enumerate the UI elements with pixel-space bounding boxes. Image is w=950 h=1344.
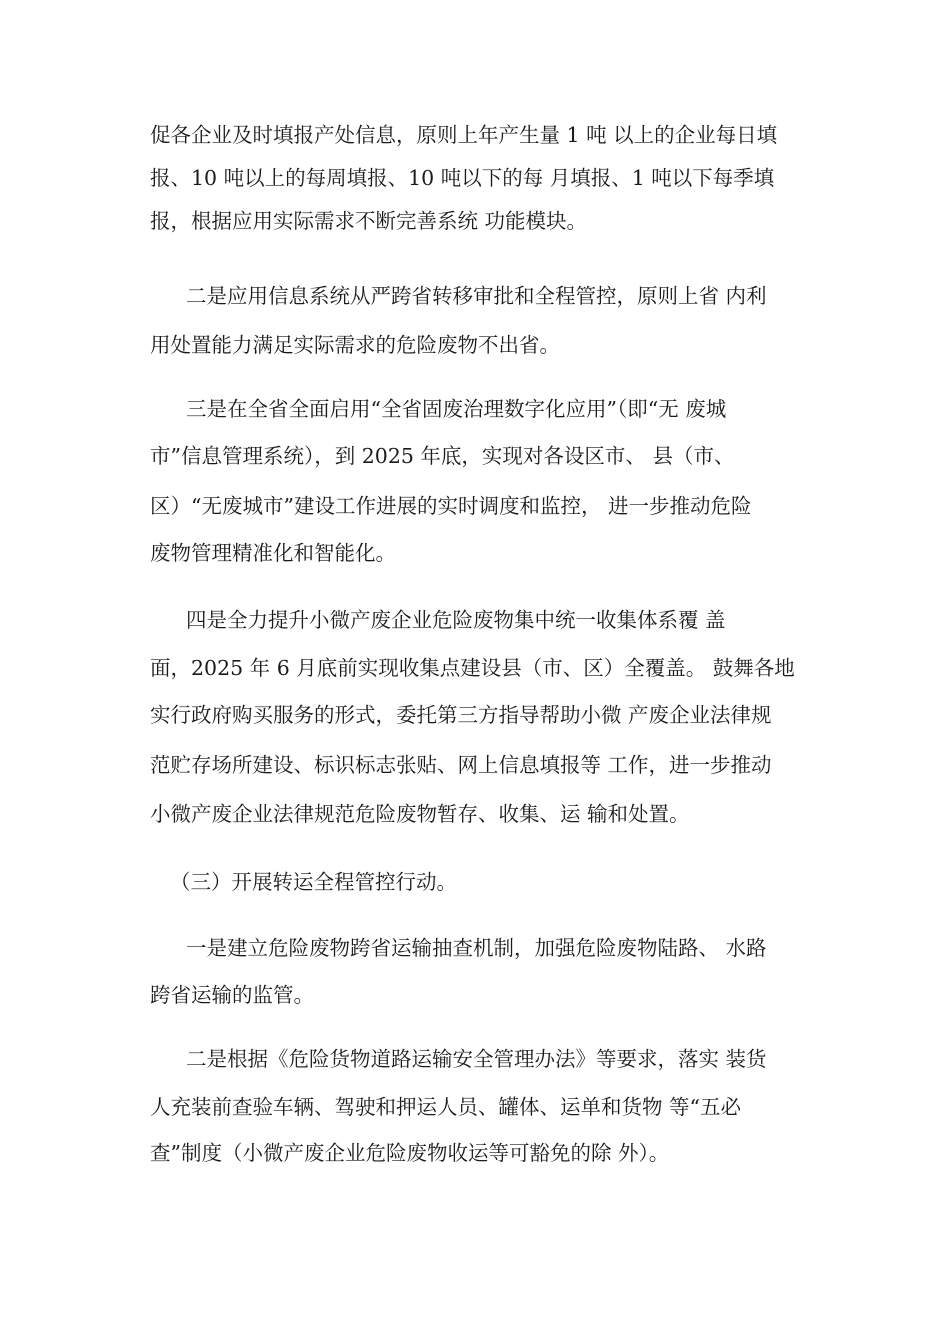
paragraph-line: 促各企业及时填报产处信息，原则上年产生量 1 吨 以上的企业每日填 bbox=[150, 123, 778, 147]
paragraph-line: 二是应用信息系统从严跨省转移审批和全程管控，原则上省 内利 bbox=[186, 284, 767, 308]
paragraph-line: 人充装前查验车辆、驾驶和押运人员、罐体、运单和货物 等“五必 bbox=[150, 1095, 741, 1119]
paragraph-line: 区）“无废城市”建设工作进展的实时调度和监控， 进一步推动危险 bbox=[150, 494, 752, 518]
paragraph-line: 废物管理精准化和智能化。 bbox=[150, 541, 396, 565]
paragraph-line: 小微产废企业法律规范危险废物暂存、收集、运 输和处置。 bbox=[150, 802, 690, 826]
section-heading: （三）开展转运全程管控行动。 bbox=[170, 870, 457, 894]
paragraph-line: 面，2025 年 6 月底前实现收集点建设县（市、区）全覆盖。 鼓舞各地 bbox=[150, 656, 795, 680]
paragraph-line: 范贮存场所建设、标识标志张贴、网上信息填报等 工作，进一步推动 bbox=[150, 753, 772, 777]
paragraph-line: 四是全力提升小微产废企业危险废物集中统一收集体系覆 盖 bbox=[186, 608, 726, 632]
paragraph-line: 跨省运输的监管。 bbox=[150, 983, 314, 1007]
paragraph-line: 市”信息管理系统），到 2025 年底，实现对各设区市、 县（市、 bbox=[150, 444, 735, 468]
paragraph-line: 报，根据应用实际需求不断完善系统 功能模块。 bbox=[150, 209, 588, 233]
paragraph-line: 用处置能力满足实际需求的危险废物不出省。 bbox=[150, 333, 560, 357]
paragraph-line: 一是建立危险废物跨省运输抽查机制，加强危险废物陆路、 水路 bbox=[186, 936, 767, 960]
paragraph-line: 三是在全省全面启用“全省固废治理数字化应用”（即“无 废城 bbox=[186, 397, 727, 421]
paragraph-line: 二是根据《危险货物道路运输安全管理办法》等要求，落实 装货 bbox=[186, 1047, 767, 1071]
paragraph-line: 报、10 吨以上的每周填报、10 吨以下的每 月填报、1 吨以下每季填 bbox=[150, 166, 775, 190]
paragraph-line: 实行政府购买服务的形式，委托第三方指导帮助小微 产废企业法律规 bbox=[150, 703, 772, 727]
paragraph-line: 查”制度（小微产废企业危险废物收运等可豁免的除 外）。 bbox=[150, 1141, 670, 1165]
